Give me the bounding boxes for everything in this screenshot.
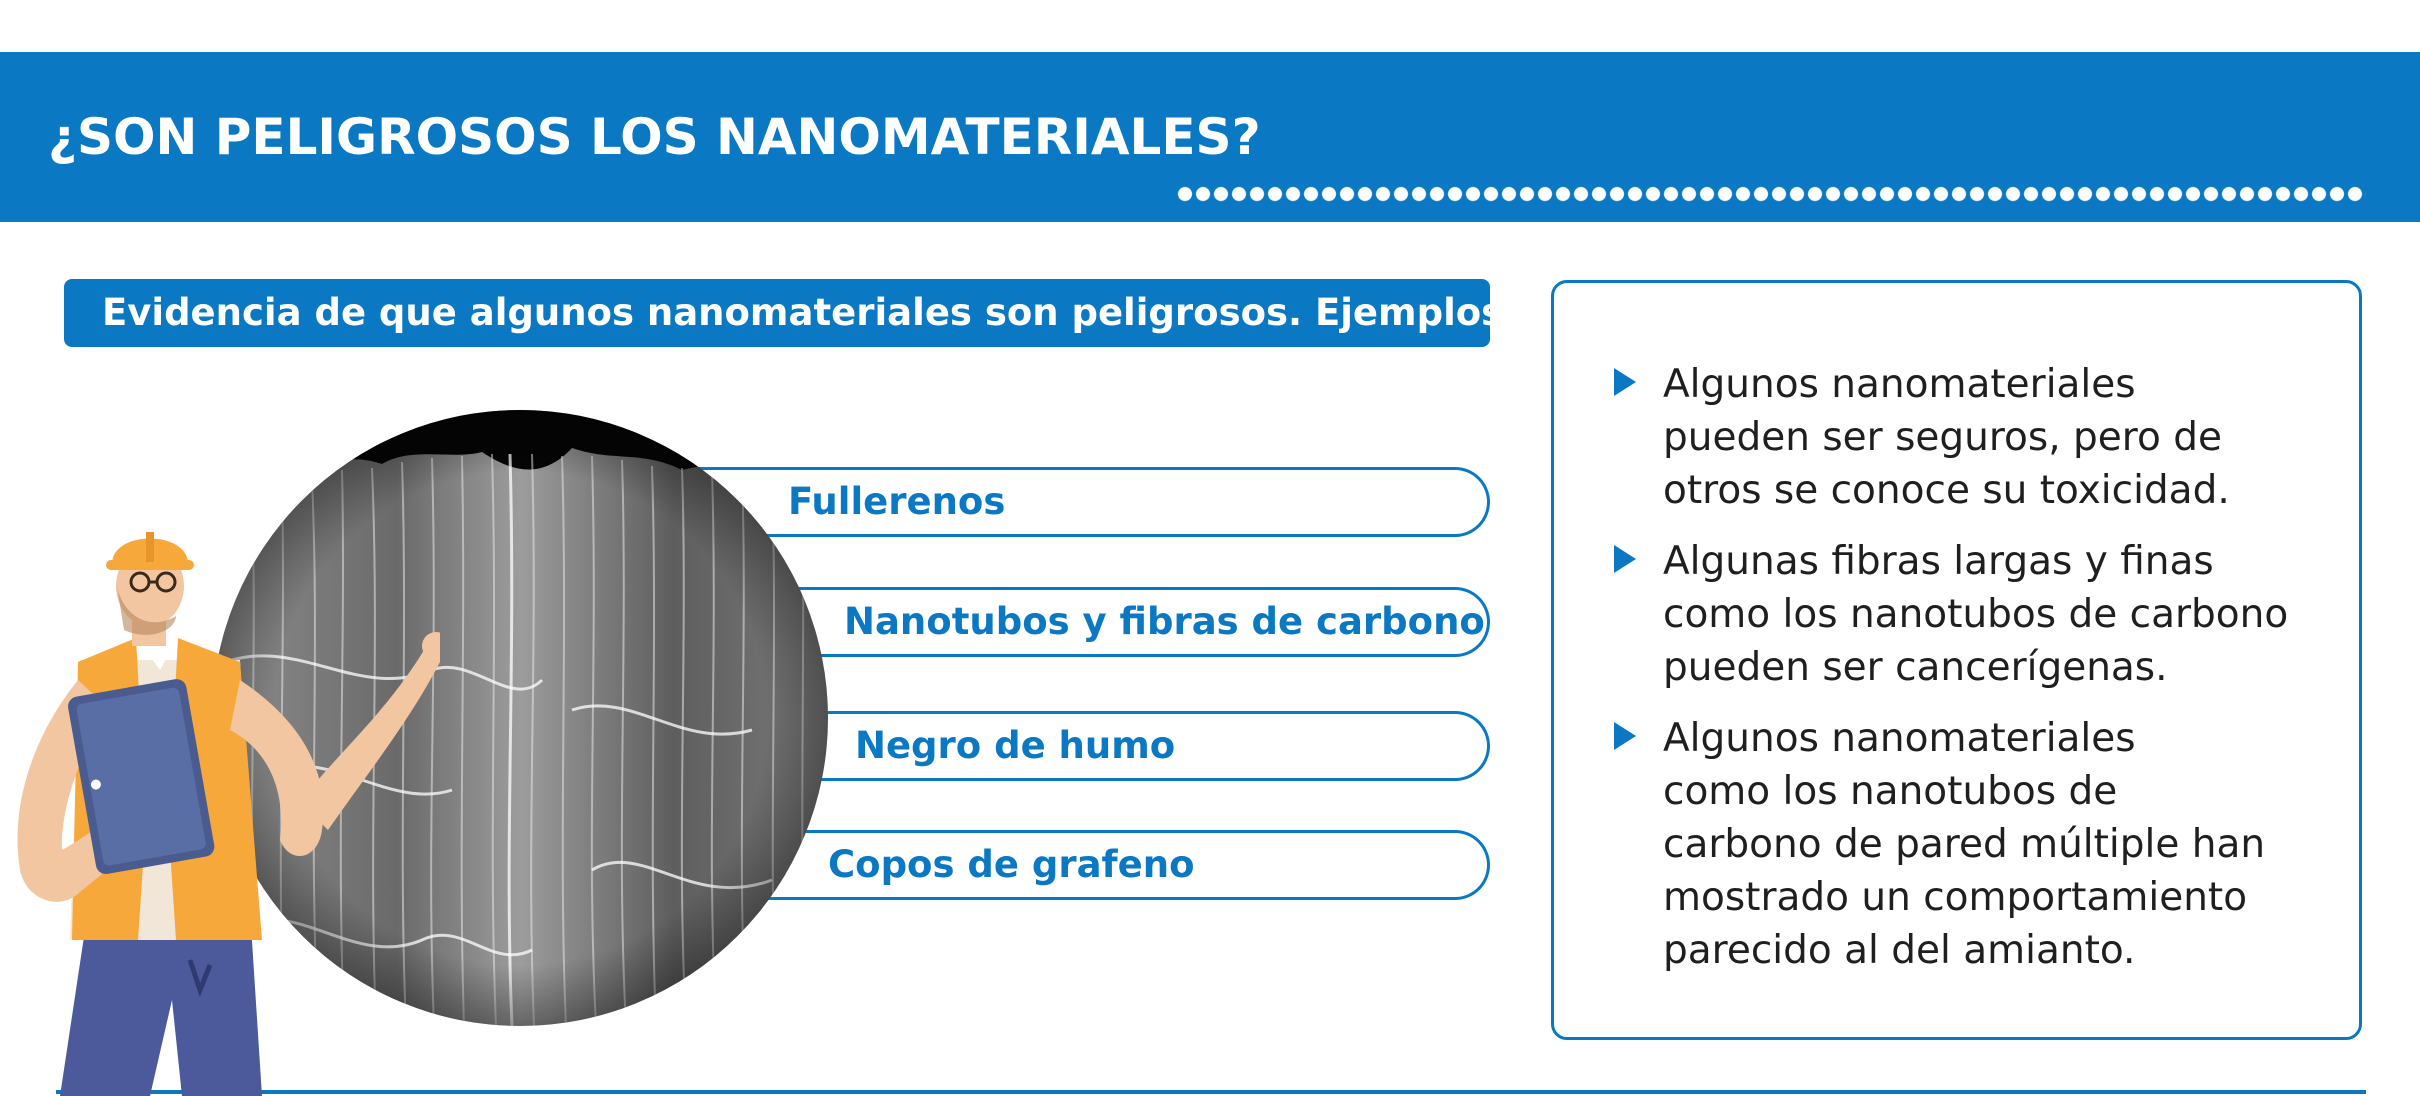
example-label: Fullerenos	[788, 480, 1006, 523]
evidence-heading-bar	[64, 279, 1518, 347]
info-box	[1551, 280, 2362, 1040]
page-title: ¿SON PELIGROSOS LOS NANOMATERIALES?	[48, 108, 1261, 166]
evidence-heading: Evidencia de que algunos nanomateriales son peligrosos. Ejemplos:	[102, 291, 1518, 334]
example-label: Copos de grafeno	[828, 843, 1195, 886]
info-bullet-text: Algunos nanomateriales como los nanotubos de carbono de pared múltiple han mostrado un comportamiento parecido al del amianto.	[1663, 716, 2266, 973]
header-banner	[0, 52, 2420, 222]
example-label: Negro de humo	[855, 724, 1176, 767]
dotted-line-decoration	[1176, 186, 2366, 202]
example-label: Nanotubos y fibras de carbono	[844, 600, 1485, 643]
triangle-bullet-icon	[1614, 368, 1636, 396]
info-bullet-text: Algunas fibras largas y finas como los nanotubos de carbono pueden ser cancerígenas.	[1663, 539, 2289, 690]
worker-illustration	[0, 520, 440, 1096]
info-bullet-text: Algunos nanomateriales pueden ser seguros, pero de otros se conoce su toxicidad.	[1663, 362, 2230, 513]
triangle-bullet-icon	[1614, 722, 1636, 750]
triangle-bullet-icon	[1614, 545, 1636, 573]
